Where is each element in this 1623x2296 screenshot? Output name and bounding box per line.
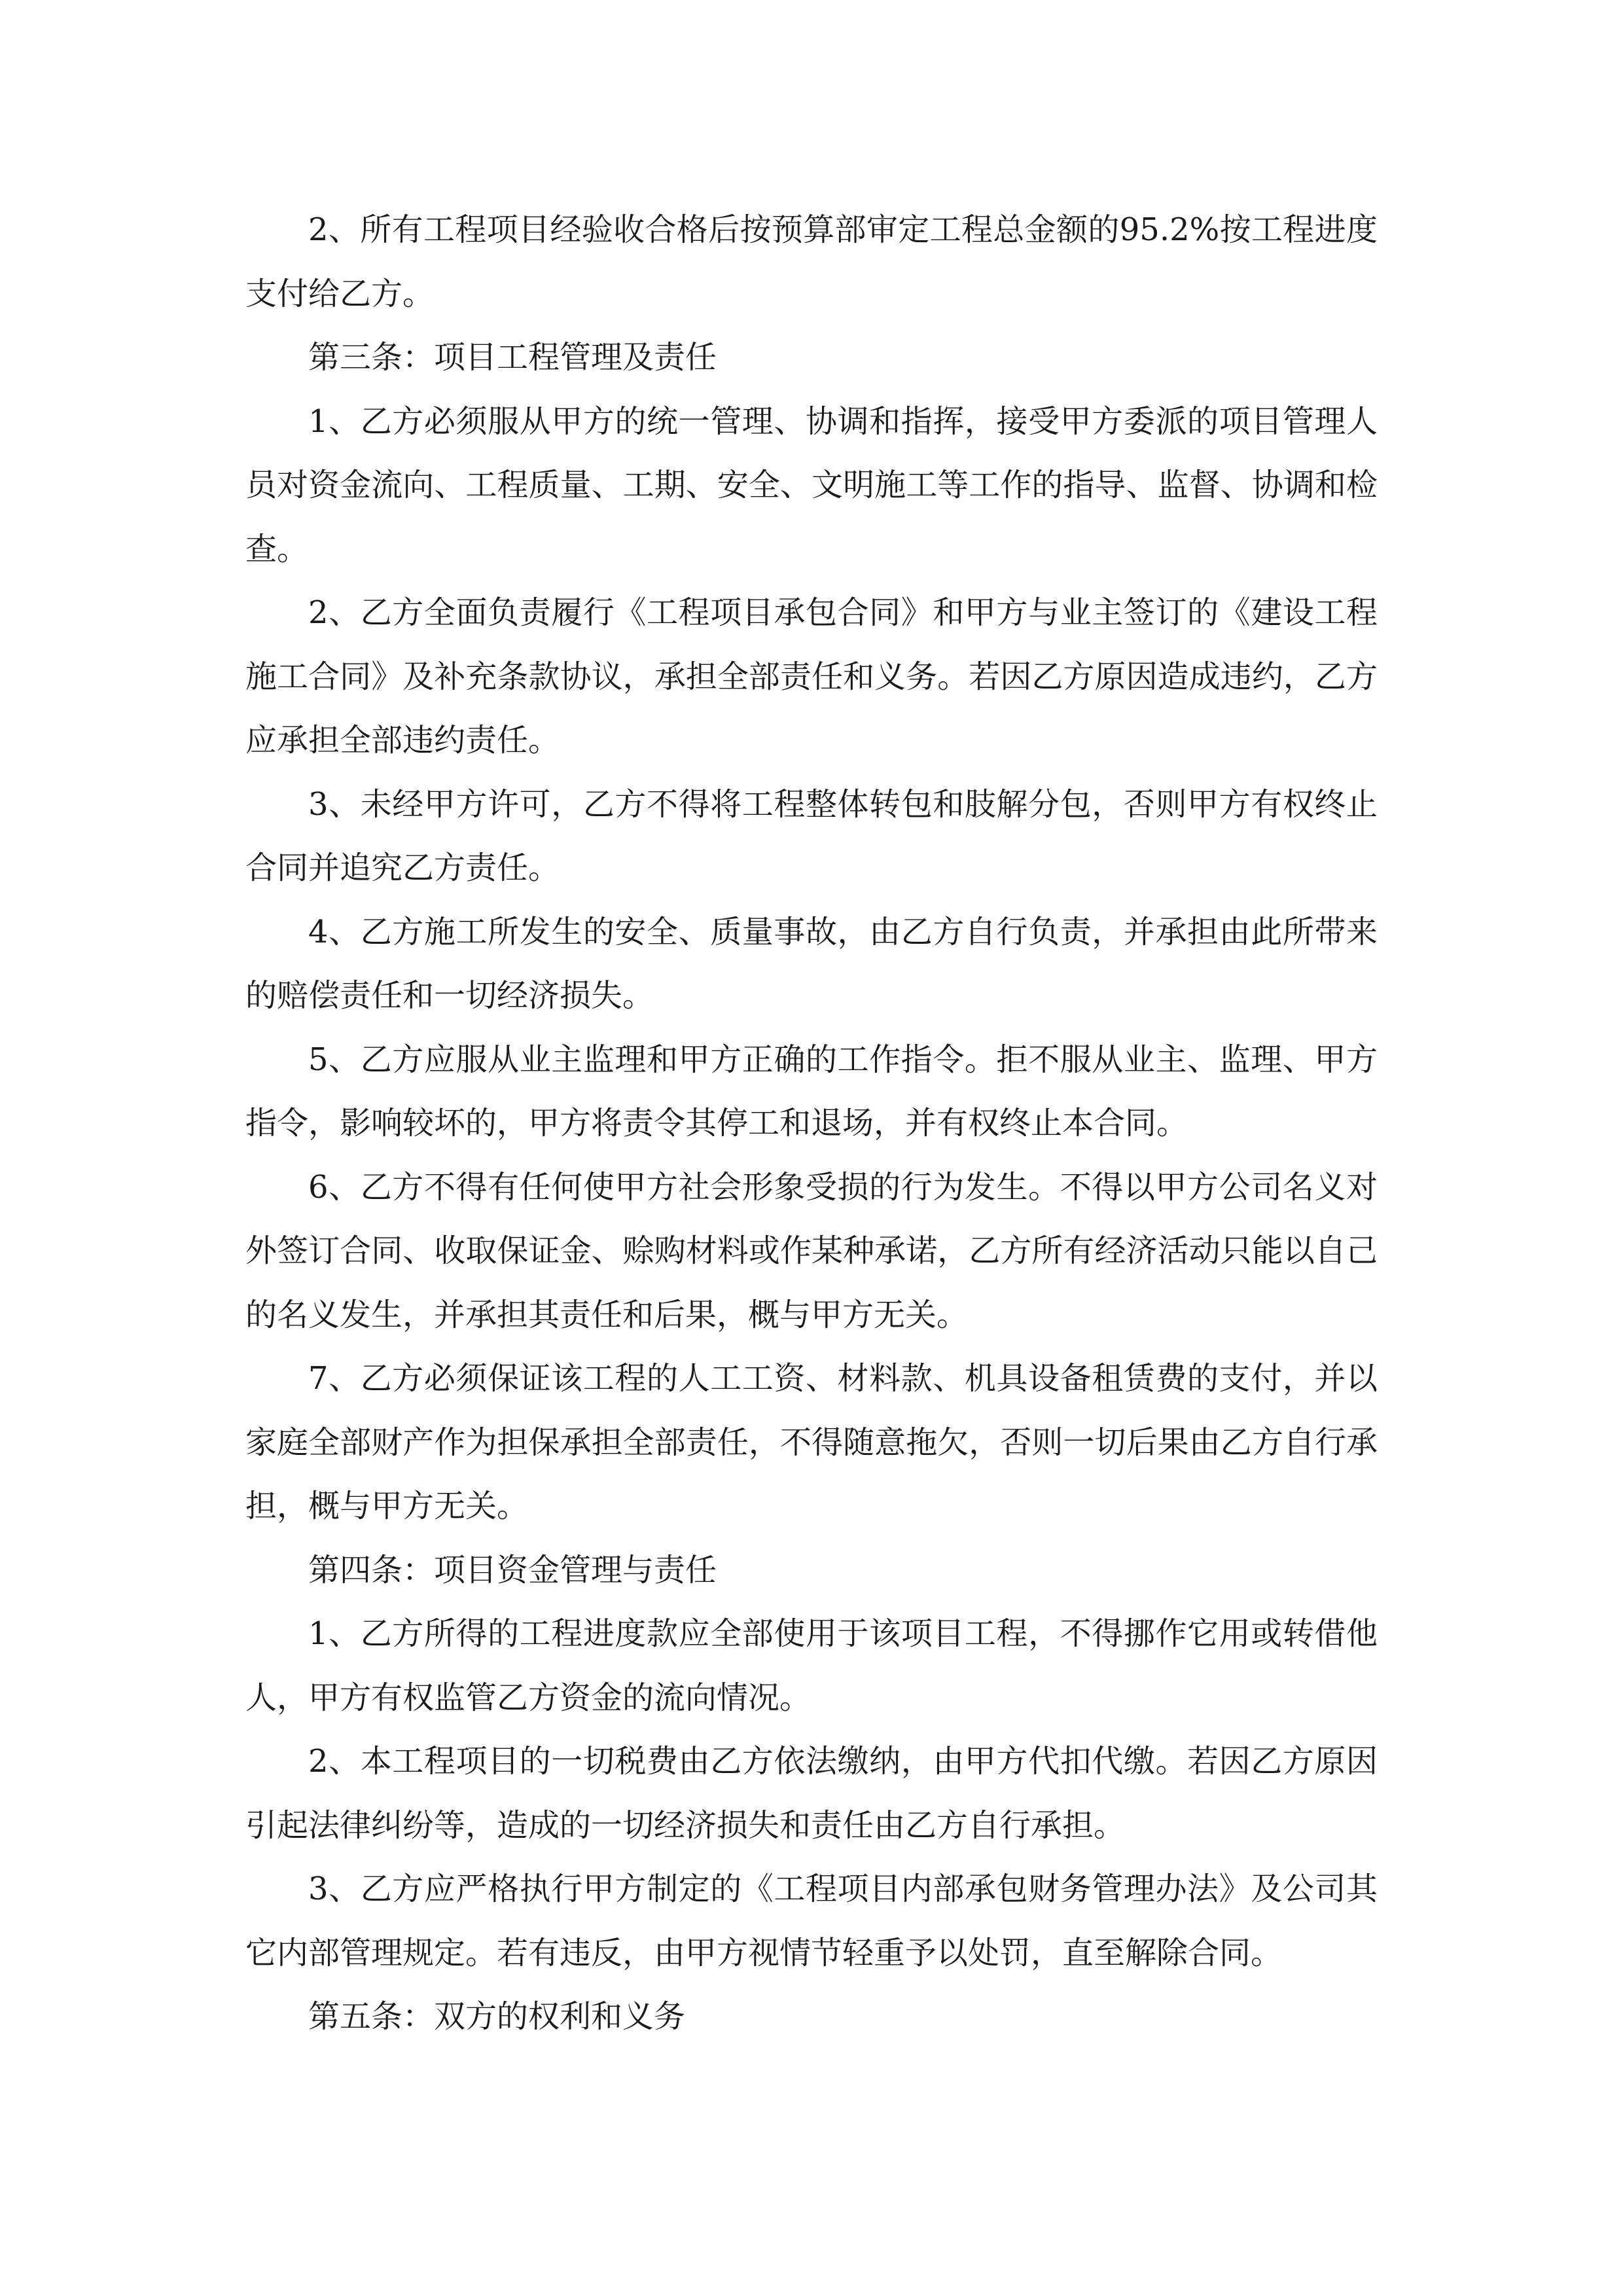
paragraph-3-3: 3、未经甲方许可，乙方不得将工程整体转包和肢解分包，否则甲方有权终止合同并追究乙方责任。 — [245, 785, 1378, 886]
paragraph-4-1: 1、乙方所得的工程进度款应全部使用于该项目工程，不得挪作它用或转借他人，甲方有权监管乙方资金的流向情况。 — [245, 1615, 1378, 1716]
paragraph-3-4: 4、乙方施工所发生的安全、质量事故，由乙方自行负责，并承担由此所带来的赔偿责任和一切经济损失。 — [245, 913, 1378, 1014]
heading-article-4: 第四条：项目资金管理与责任 — [308, 1551, 717, 1588]
heading-article-3: 第三条：项目工程管理及责任 — [308, 339, 717, 376]
paragraph-3-5: 5、乙方应服从业主监理和甲方正确的工作指令。拒不服从业主、监理、甲方指令，影响较坏的，甲方将责令其停工和退场，并有权终止本合同。 — [245, 1041, 1378, 1141]
paragraph-clause-2-payment: 2、所有工程项目经验收合格后按预算部审定工程总金额的95.2%按工程进度支付给乙方。 — [245, 211, 1378, 312]
paragraph-3-1: 1、乙方必须服从甲方的统一管理、协调和指挥，接受甲方委派的项目管理人员对资金流向、工程质量、工期、安全、文明施工等工作的指导、监督、协调和检查。 — [245, 403, 1378, 567]
paragraph-3-6: 6、乙方不得有任何使甲方社会形象受损的行为发生。不得以甲方公司名义对外签订合同、收取保证金、赊购材料或作某种承诺，乙方所有经济活动只能以自己的名义发生，并承担其责任和后果，概与甲方无关。 — [245, 1168, 1378, 1333]
document-body — [245, 198, 1378, 2049]
paragraph-3-7: 7、乙方必须保证该工程的人工工资、材料款、机具设备租赁费的支付，并以家庭全部财产作为担保承担全部责任，不得随意拖欠，否则一切后果由乙方自行承担，概与甲方无关。 — [245, 1360, 1378, 1524]
paragraph-4-3: 3、乙方应严格执行甲方制定的《工程项目内部承包财务管理办法》及公司其它内部管理规定。若有违反，由甲方视情节轻重予以处罚，直至解除合同。 — [245, 1871, 1378, 1971]
heading-article-5: 第五条：双方的权利和义务 — [308, 1998, 686, 2035]
paragraph-3-2: 2、乙方全面负责履行《工程项目承包合同》和甲方与业主签订的《建设工程施工合同》及补充条款协议，承担全部责任和义务。若因乙方原因造成违约，乙方应承担全部违约责任。 — [245, 594, 1378, 759]
paragraph-4-2: 2、本工程项目的一切税费由乙方依法缴纳，由甲方代扣代缴。若因乙方原因引起法律纠纷等，造成的一切经济损失和责任由乙方自行承担。 — [245, 1743, 1378, 1844]
